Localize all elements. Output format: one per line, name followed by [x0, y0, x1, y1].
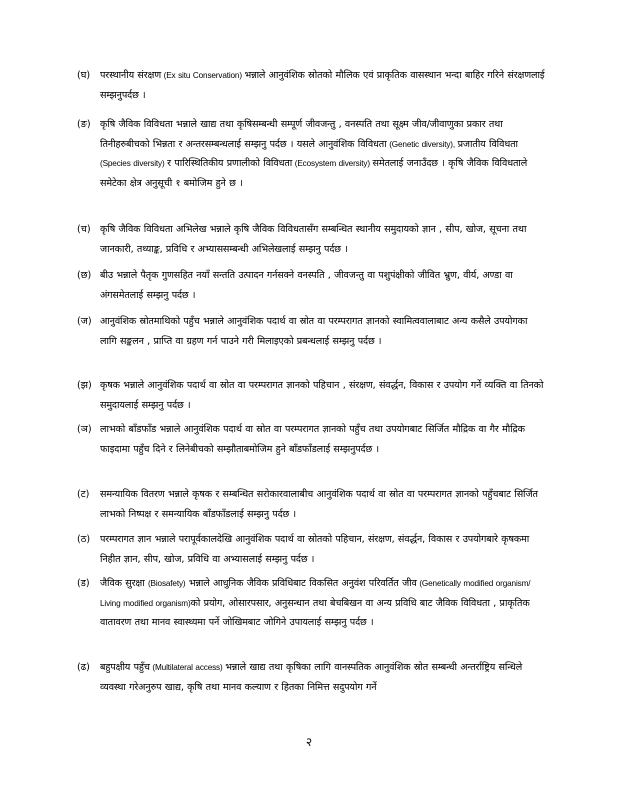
definition-item-gha — [77, 66, 547, 105]
item-marker: (ञ) — [77, 424, 92, 435]
item-marker: (छ) — [77, 270, 92, 281]
page-number: २ — [305, 735, 313, 749]
item-marker: (ठ) — [77, 534, 91, 545]
definition-text: आनुवंशिक स्रोतमाथिको पहुँच भन्नाले आनुवंशिक पदार्थ वा स्रोत वा परम्परागत ज्ञानको स्वामित्ववालाबाट अन्य कसैले उपयोगका लागि सङ्कलन , प्राप्ति वा ग्रहण गर्न पाउने गरी मिलाइएको प्रबन्धलाई सम्झनु पर्दछ । — [100, 316, 528, 347]
definition-item-da — [77, 574, 547, 633]
definition-text: लाभको बाँडफाँड भन्नाले आनुवंशिक पदार्थ वा स्रोत वा परम्परागत ज्ञानको पहुँच तथा उपयोगबाट सिर्जित मौद्रिक वा गैर मौद्रिक फाइदामा पहुँच दिने र लिनेबीचको सम्झौताबमोजिम हुने बाँडफाँडलाई सम्झनुपर्दछ । — [100, 424, 525, 455]
definition-text: परम्परागत ज्ञान भन्नाले परापूर्वकालदेखि आनुवंशिक पदार्थ वा स्रोतको पहिचान, संरक्षण, संवर्द्धन, विकास र उपयोगबारे कृषकमा निहीत ज्ञान, सीप, खोज, प्रविधि वा अभ्यासलाई सम्झनु पर्दछ । — [100, 534, 530, 565]
definition-item-chha — [77, 266, 547, 305]
definition-text: कृषि जैविक विविधता भन्नाले खाद्य तथा कृषिसम्बन्धी सम्पूर्ण जीवजन्तु , वनस्पति तथा सूक्ष्म जीव/जीवाणुका प्रकार तथा तिनीहरुबीचको भिन्नता र अन्तरसम्बन्धलाई सम्झनु पर्दछ । यसले आनुवंशिक विविधता (Genetic diversity), प्रजातीय विविधता (Species diversity) र पारिस्थितिकीय प्रणालीको विविधता (Ecosystem diversity) समेतलाई जनाउँदछ । कृषि जैविक विविधताले समेटेका क्षेत्र अनुसूची १ बमोजिम हुने छ । — [100, 119, 528, 189]
definition-item-tha — [77, 530, 547, 569]
definition-text: समन्यायिक वितरण भन्नाले कृषक र सम्बन्धित सरोकारवालाबीच आनुवंशिक पदार्थ वा स्रोत वा परम्परागत ज्ञानको पहुँचबाट सिर्जित लाभको निष्पक्ष र समन्यायिक बाँडफाँडलाई सम्झनु पर्दछ । — [100, 489, 538, 520]
definition-item-dha — [77, 658, 547, 697]
item-marker: (ड) — [77, 578, 90, 589]
definition-item-ta — [77, 485, 547, 524]
definition-item-jha — [77, 376, 547, 415]
definition-text: कृषक भन्नाले आनुवंशिक पदार्थ वा स्रोत वा परम्परागत ज्ञानको पहिचान , संरक्षण, संवर्द्धन, विकास र उपयोग गर्ने व्यक्ति वा तिनको समुदायलाई सम्झनु पर्दछ । — [100, 380, 544, 411]
item-marker: (ङ) — [77, 119, 91, 130]
definition-item-cha — [77, 220, 547, 259]
item-marker: (घ) — [77, 70, 91, 81]
definition-text: जैविक सुरक्षा (Biosafety) भन्नाले आधुनिक जैविक प्रविधिबाट विकसित अनुवंश परिवर्तित जीव (Genetically modified organism/ Living modified organism)को प्रयोग, ओसारपसार, अनुसन्धान तथा बेचबिखन वा अन्य प्रविधि बाट जैविक विविधता , प्राकृतिक वातावरण तथा मानव स्वास्थ्यमा पर्ने जोखिमबाट जोगिने उपायलाई सम्झनु पर्दछ । — [100, 578, 531, 628]
item-marker: (झ) — [77, 380, 92, 391]
definition-text: बहुपक्षीय पहुँच (Multilateral access) भन्नाले खाद्य तथा कृषिका लागि वानस्पतिक आनुवंशिक स्रोत सम्बन्धी अन्तर्राष्ट्रिय सन्धिले व्यवस्था गरेअनुरुप खाद्य, कृषि तथा मानव कल्याण र हितका निमित्त सदुपयोग गर्ने — [100, 662, 523, 693]
item-marker: (ढ) — [77, 662, 90, 673]
definition-text: कृषि जैविक विविधता अभिलेख भन्नाले कृषि जैविक विविधतासँग सम्बन्धित स्थानीय समुदायको ज्ञान , सीप, खोज, सूचना तथा जानकारी, तथ्याङ्क, प्रविधि र अभ्याससम्बन्धी अभिलेखलाई सम्झनु पर्दछ । — [100, 224, 527, 255]
item-marker: (ट) — [77, 489, 90, 500]
definition-item-nya — [77, 420, 547, 459]
definition-item-ja — [77, 312, 547, 351]
item-marker: (ज) — [77, 316, 92, 327]
definition-text: बीउ भन्नाले पैतृक गुणसहित नयाँ सन्तति उत्पादन गर्नसक्ने वनस्पति , जीवजन्तु वा पशुपंक्षीको जीवित भ्रुण, वीर्य, अण्डा वा अंगसमेतलाई सम्झनु पर्दछ । — [100, 270, 513, 301]
definition-item-nga — [77, 115, 547, 193]
definition-text: परस्थानीय संरक्षण (Ex situ Conservation) भन्नाले आनुवंशिक स्रोतको मौलिक एवं प्राकृतिक वासस्थान भन्दा बाहिर गरिने संरक्षणलाई सम्झनुपर्दछ । — [100, 70, 545, 101]
item-marker: (च) — [77, 224, 91, 235]
